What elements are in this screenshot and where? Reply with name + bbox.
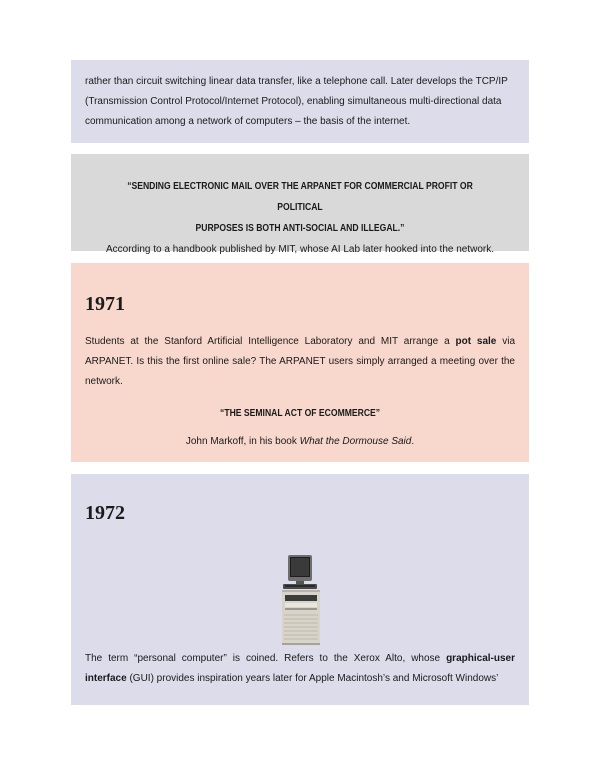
book-title: What the Dormouse Said: [299, 436, 412, 447]
attribution-suffix: .: [411, 436, 415, 447]
pot-sale-keyword: pot sale: [455, 336, 497, 347]
year-1971-text-before: Students at the Stanford Artificial Intelligence Laboratory and MIT arrange a: [85, 336, 456, 347]
mail-quote-line-1: “SENDING ELECTRONIC MAIL OVER THE ARPANET FOR COMMERCIAL PROFIT OR POLITICAL: [127, 181, 473, 213]
year-1971-text-after: via ARPANET. Is this the first online sale? The ARPANET users simply arranged a meeting over the network.: [85, 336, 516, 387]
mail-quote: [124, 176, 477, 239]
computer-icon: [279, 555, 323, 645]
mail-quote-block: [71, 154, 529, 255]
gui-keyword: graphical-user interface: [85, 653, 515, 684]
year-1971-paragraph: [85, 332, 515, 392]
ecommerce-quote: “THE SEMINAL ACT OF ECOMMERCE”: [219, 408, 381, 419]
year-1972-paragraph: [85, 649, 515, 689]
ecommerce-quote-wrap: [71, 403, 529, 424]
mail-quote-line-2: PURPOSES IS BOTH ANTI-SOCIAL AND ILLEGAL.”: [195, 223, 405, 234]
attribution-prefix: John Markoff, in his book: [185, 436, 300, 447]
mail-quote-attribution: According to a handbook published by MIT, whose AI Lab later hooked into the network.: [105, 244, 495, 255]
year-1972-block: [71, 474, 529, 705]
year-1971-block: [71, 263, 529, 462]
arpanet-text-block: [71, 60, 529, 143]
year-1971-heading: 1971: [85, 293, 125, 315]
ecommerce-quote-attribution: [71, 435, 529, 449]
arpanet-paragraph: rather than circuit switching linear data transfer, like a telephone call. Later develops the TCP/IP (Transmission Control Protocol/Internet Protocol), enabling simultaneous multi-directional data communication among a network of computers – the basis of the internet.: [85, 76, 508, 127]
year-1972-text-after: (GUI) provides inspiration years later for Apple Macintosh’s and Microsoft Windows’: [126, 673, 499, 684]
year-1972-text-before: The term “personal computer” is coined. Refers to the Xerox Alto, whose: [85, 653, 447, 664]
year-1972-heading: 1972: [85, 502, 125, 524]
